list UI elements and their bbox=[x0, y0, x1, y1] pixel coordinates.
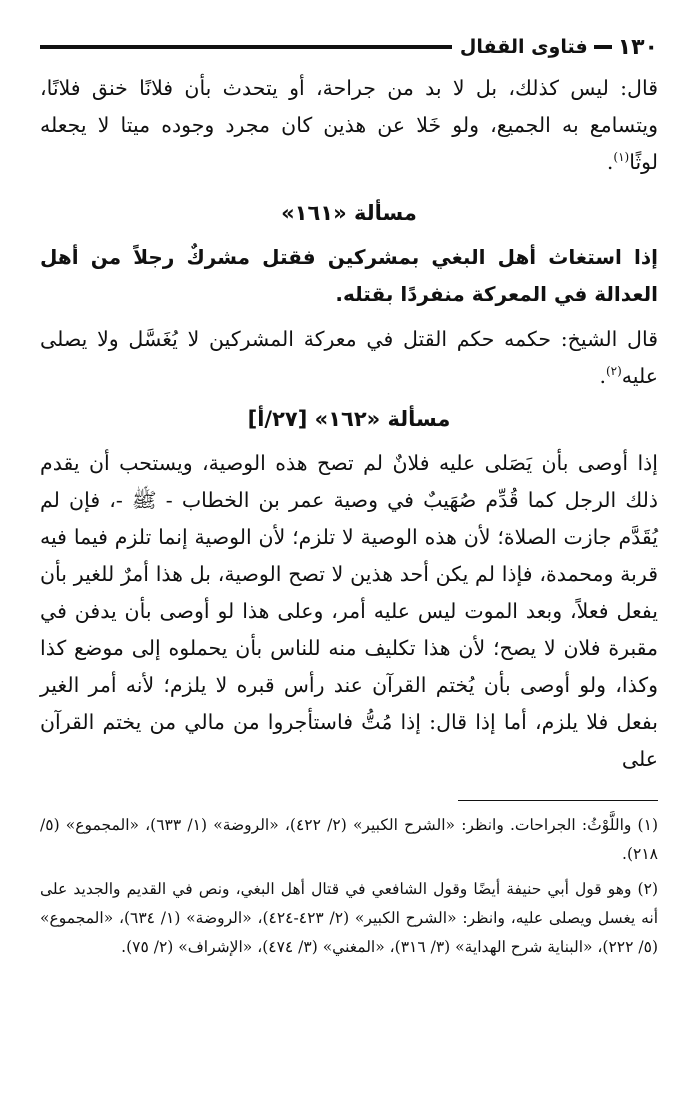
header-rule-short bbox=[594, 45, 612, 49]
masala-161-question: إذا استغاث أهل البغي بمشركين فقتل مشركٌ رجلاً من أهل العدالة في المعركة منفردًا بقتله. bbox=[40, 245, 658, 306]
footnotes bbox=[40, 811, 658, 962]
footnote-divider bbox=[458, 800, 658, 801]
footnote-1: (١) واللَّوْثُ: الجراحات. وانظر: «الشرح الكبير» (٢/ ٤٢٢)، «الروضة» (١/ ٦٣٣)، «المجموع» (٥/ ٢١٨). bbox=[40, 816, 658, 863]
page-number: ١٣٠ bbox=[617, 34, 658, 60]
paragraph-1-text: قال: ليس كذلك، بل لا بد من جراحة، أو يتحدث بأن فلانًا خنق فلانًا، ويتسامع به الجميع، ولو خَلا عن هذين كان مجرد وجوده ميتا لا يجعله لوثًا bbox=[40, 76, 658, 174]
running-header bbox=[40, 30, 658, 64]
book-page bbox=[40, 30, 658, 1080]
masala-162-text: إذا أوصى بأن يَصَلى عليه فلانٌ لم تصح هذه الوصية، ويستحب أن يقدم ذلك الرجل كما قُدِّم صُهَيبٌ في وصية عمر بن الخطاب - ﷺ -، فإن لم يُقَدَّم جازت الصلاة؛ لأن هذه الوصية لا تلزم؛ لأن الوصية إنما تلزم فيما فيه قربة ومحمدة، فإذا لم يكن أحد هذين لا تصح الوصية، بل هذا أمرٌ للغير بأن يفعل فعلاً، وبعد الموت ليس عليه أمر، وعلى هذا لو أوصى بأن يدفن في مقبرة فلان لا يصح؛ لأن هذا تكليف منه للناس بأن يحملوه إلى موضع كذا وكذا، ولو أوصى بأن يُختم القرآن عند رأس قبره لا يلزم؛ لأنه أمر الغير بفعل فلا يلزم، أما إذا قال: إذا مُتُّ فاستأجروا من مالي من يختم القرآن على bbox=[40, 451, 658, 771]
masala-162-heading: مسألة «١٦٢» [٢٧/أ] bbox=[247, 407, 451, 431]
masala-161-heading: مسألة «١٦١» bbox=[281, 201, 417, 225]
masala-161-answer-end: . bbox=[599, 364, 606, 388]
footnote-ref-1: (١) bbox=[613, 150, 630, 165]
masala-161-answer-text: قال الشيخ: حكمه حكم القتل في معركة المشركين لا يُغَسَّل ولا يصلى عليه bbox=[40, 327, 658, 388]
paragraph-1-end: . bbox=[606, 150, 614, 174]
paragraph-1 bbox=[40, 70, 658, 181]
footnote-2: (٢) وهو قول أبي حنيفة أيضًا وقول الشافعي في قتال أهل البغي، ونص في القديم والجديد على أنه يغسل ويصلى عليه، وانظر: «الشرح الكبير» (٢/ ٤٢٣-٤٢٤)، «الروضة» (١/ ٦٣٤)، «المجموع» (٥/ ٢٢٢)، «البناية شرح الهداية» (٣/ ٣١٦)، «المغني» (٣/ ٤٧٤)، «الإشراف» (٢/ ٧٥). bbox=[40, 880, 659, 956]
footnote-ref-2: (٢) bbox=[605, 364, 622, 379]
header-rule-long bbox=[40, 45, 452, 49]
running-title: فتاوى القفال bbox=[459, 36, 588, 58]
masala-161-answer bbox=[40, 321, 658, 395]
